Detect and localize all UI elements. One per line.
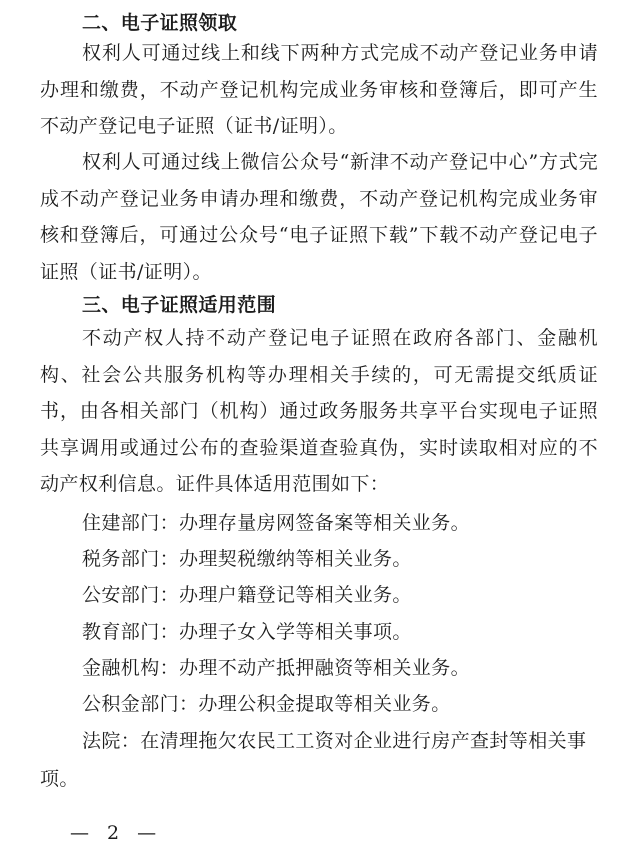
paragraph-wechat: 权利人可通过线上微信公众号“新津不动产登记中心”方式完成不动产登记业务申请办理和缴费，不动产登记机构完成业务审核和登簿后，可通过公众号“电子证照下载”下载不动产登记电子证照（证书/证明）。 (40, 151, 598, 283)
section-heading-scope: 三、电子证照适用范围 (82, 294, 277, 316)
paragraph-scope-intro: 不动产权人持不动产登记电子证照在政府各部门、金融机构、社会公共服务机构等办理相关手续的，可无需提交纸质证书，由各相关部门（机构）通过政务服务共享平台实现电子证照共享调用或通过公布的查验渠道查验真伪，实时读取相对应的不动产权利信息。证件具体适用范围如下： (40, 327, 598, 495)
scope-item-housing: 住建部门：办理存量房网签备案等相关业务。 (82, 512, 471, 534)
section-heading-certificate-collection: 二、电子证照领取 (82, 12, 238, 34)
scope-item-tax: 税务部门：办理契税缴纳等相关业务。 (82, 548, 412, 570)
paragraph-offline-online: 权利人可通过线上和线下两种方式完成不动产登记业务申请办理和缴费，不动产登记机构完成业务审核和登簿后，即可产生不动产登记电子证照（证书/证明）。 (40, 42, 598, 137)
scope-item-police: 公安部门：办理户籍登记等相关业务。 (82, 584, 412, 606)
scope-item-provident-fund: 公积金部门：办理公积金提取等相关业务。 (82, 693, 451, 715)
scope-item-court: 法院：在清理拖欠农民工工资对企业进行房产查封等相关事项。 (40, 730, 587, 790)
scope-item-finance: 金融机构：办理不动产抵押融资等相关业务。 (82, 657, 471, 679)
page-number: — 2 — (70, 822, 163, 844)
scope-item-education: 教育部门：办理子女入学等相关事项。 (82, 621, 412, 643)
